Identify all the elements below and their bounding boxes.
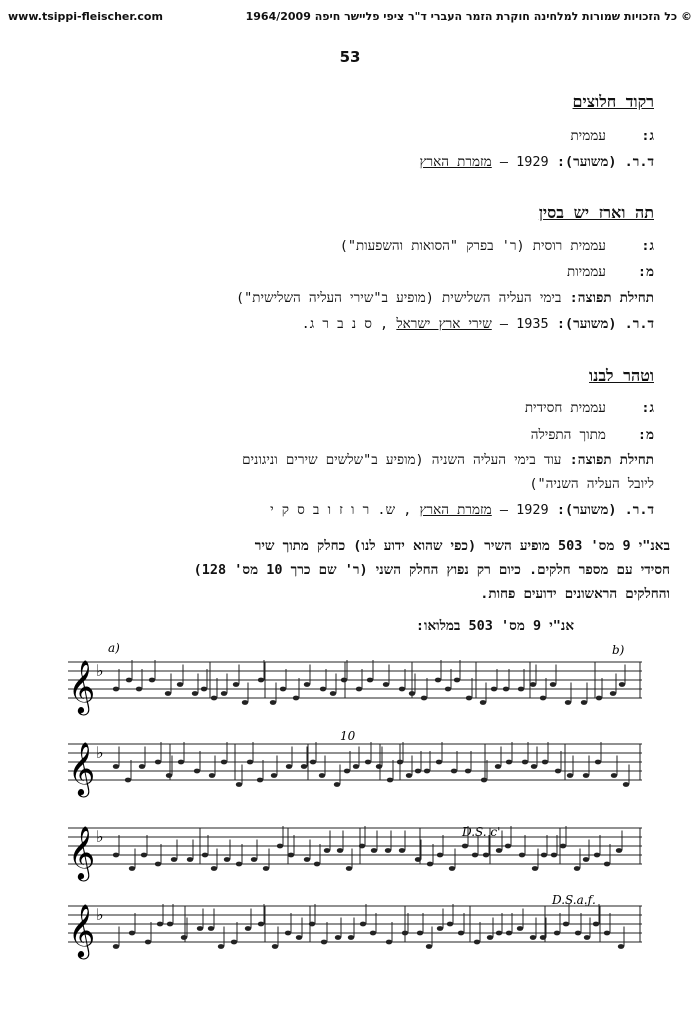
treble-clef-icon: 𝄞 [68, 903, 96, 957]
mark-ds-c: D.S. c' [462, 825, 501, 839]
row-value: 1935 – [491, 316, 549, 332]
note [113, 747, 119, 769]
song2-row-spread [236, 290, 654, 306]
note [319, 756, 325, 778]
note [211, 849, 217, 871]
note [623, 765, 629, 787]
note [437, 909, 443, 931]
note [166, 756, 172, 778]
note [565, 683, 571, 705]
note [209, 756, 215, 778]
song3-row-spread-cont [529, 476, 654, 492]
row-value: עממית [570, 128, 606, 144]
flat-icon: ♭ [96, 827, 104, 846]
note [584, 918, 590, 940]
row-extra: , ש. ר ו ז ו ב ס ק י [270, 502, 412, 518]
row-value: עממית רוסית (ר' בפרק "הסואות והשפעות") [339, 238, 606, 254]
mark-b: b) [612, 643, 625, 657]
note [171, 840, 177, 862]
row-source: שירי ארץ ישראל [396, 316, 492, 332]
row-value: מתוך התפילה [530, 427, 606, 443]
row-value: בימי העליה השלישית (מופיע ב"שירי העליה השלישית") [236, 290, 562, 306]
note [330, 674, 336, 696]
note [177, 665, 183, 687]
song3-row-date [270, 502, 654, 518]
row-source: מזמרת הארץ [419, 502, 492, 518]
row-value: עממית חסידית [524, 400, 606, 416]
note [272, 927, 278, 949]
note [197, 909, 203, 931]
row-label: מ: [637, 264, 654, 280]
note [517, 909, 523, 931]
note [346, 849, 352, 871]
song2-row-lyrics [567, 264, 654, 280]
row-extra: , ס נ ב ר ג. [301, 316, 389, 332]
row-label: מ: [637, 427, 654, 443]
note [242, 683, 248, 705]
treble-clef-icon: 𝄞 [68, 659, 96, 713]
note [449, 849, 455, 871]
mark-a: a) [108, 641, 120, 655]
note [574, 849, 580, 871]
row-value: 1929 – [491, 502, 549, 518]
note [337, 831, 343, 853]
song-title-3: וטהר לבנו [589, 366, 654, 385]
note [181, 918, 187, 940]
note [611, 756, 617, 778]
note [581, 683, 587, 705]
staff [68, 659, 642, 715]
note [251, 840, 257, 862]
song-title-1: רקוד חלוצים [572, 92, 654, 111]
paragraph-line-2: חסידי עם מספר חלקים. כיום רק נפוץ החלק השני (ר' שם כרך 10 מס' 128) [193, 562, 670, 578]
staff [68, 903, 642, 959]
note [583, 840, 589, 862]
note [304, 840, 310, 862]
flat-icon: ♭ [96, 743, 104, 762]
row-label: תחילת תפוצה: [569, 452, 654, 468]
note [335, 918, 341, 940]
note [208, 909, 214, 931]
note [532, 849, 538, 871]
note [245, 909, 251, 931]
song3-row-spread [242, 452, 654, 468]
note [113, 927, 119, 949]
note [426, 927, 432, 949]
note [304, 665, 310, 687]
mark-coda: 10 [340, 729, 356, 743]
note [619, 665, 625, 687]
song-title-2: תה וארז יש בסין [538, 203, 654, 222]
row-label: ד.ר. (משוער): [556, 154, 654, 170]
sheet-music [60, 640, 680, 1010]
song3-row-lyrics [531, 427, 654, 443]
flat-icon: ♭ [96, 905, 104, 924]
note [530, 665, 536, 687]
paragraph-line-3: והחלקים הראשונים ידועים פחות. [480, 586, 670, 602]
note [236, 765, 242, 787]
note [487, 918, 493, 940]
note [567, 756, 573, 778]
note [139, 747, 145, 769]
note [383, 665, 389, 687]
song3-row-composer [525, 400, 654, 416]
treble-clef-icon: 𝄞 [68, 741, 96, 795]
note [221, 674, 227, 696]
note [187, 840, 193, 862]
note [296, 918, 302, 940]
mark-ds-a: D.S.a.ƒ. [552, 893, 596, 907]
header-url[interactable]: www.tsippi-fleischer.com [8, 10, 163, 23]
row-label: ג: [641, 128, 654, 144]
row-value: ליובל העליה השניה") [529, 476, 654, 492]
note [233, 665, 239, 687]
note [371, 831, 377, 853]
row-value: 1929 – [491, 154, 549, 170]
note [531, 747, 537, 769]
note [165, 674, 171, 696]
note [324, 831, 330, 853]
note [618, 927, 624, 949]
note [271, 756, 277, 778]
row-label: ד.ר. (משוער): [556, 316, 654, 332]
note [616, 831, 622, 853]
row-label: ג: [641, 238, 654, 254]
note [192, 674, 198, 696]
note [610, 674, 616, 696]
song2-row-date [302, 316, 654, 332]
note [376, 747, 382, 769]
note [583, 756, 589, 778]
note [385, 831, 391, 853]
row-label: ג: [641, 400, 654, 416]
song2-row-composer [340, 238, 654, 254]
song1-row-date [419, 154, 654, 170]
music-caption: אנ"י 9 מס' 503 במלואו: [415, 618, 574, 634]
note [270, 683, 276, 705]
note [129, 849, 135, 871]
song1-row-composer [570, 128, 654, 144]
note [348, 918, 354, 940]
row-value: עממיות [566, 264, 606, 280]
treble-clef-icon: 𝄞 [68, 825, 96, 879]
note [530, 918, 536, 940]
note [550, 665, 556, 687]
note [301, 747, 307, 769]
note [480, 683, 486, 705]
note [334, 765, 340, 787]
paragraph-line-1: באנ"י 9 מס' 503 מופיע השיר (כפי שהוא ידוע לנו) כחלק מתוך שיר [254, 538, 670, 554]
row-source: מזמרת הארץ [419, 154, 492, 170]
staff [68, 741, 642, 797]
note [286, 747, 292, 769]
note [353, 747, 359, 769]
note [218, 927, 224, 949]
note [495, 747, 501, 769]
note [399, 831, 405, 853]
header-copyright: © כל הזכויות שמורות למלחינה חוקרת הזמר העברי ד"ר ציפי פליישר חיפה 1964/2009 [245, 10, 692, 23]
page-number: 53 [339, 48, 361, 66]
note [263, 849, 269, 871]
staff [68, 825, 642, 881]
row-value: עוד בימי העליה השניה (מופיע ב"שלשים שירים וניגונים [242, 452, 562, 468]
flat-icon: ♭ [96, 661, 104, 680]
note [406, 756, 412, 778]
row-label: תחילת תפוצה: [569, 290, 654, 306]
note [224, 840, 230, 862]
row-label: ד.ר. (משוער): [556, 502, 654, 518]
